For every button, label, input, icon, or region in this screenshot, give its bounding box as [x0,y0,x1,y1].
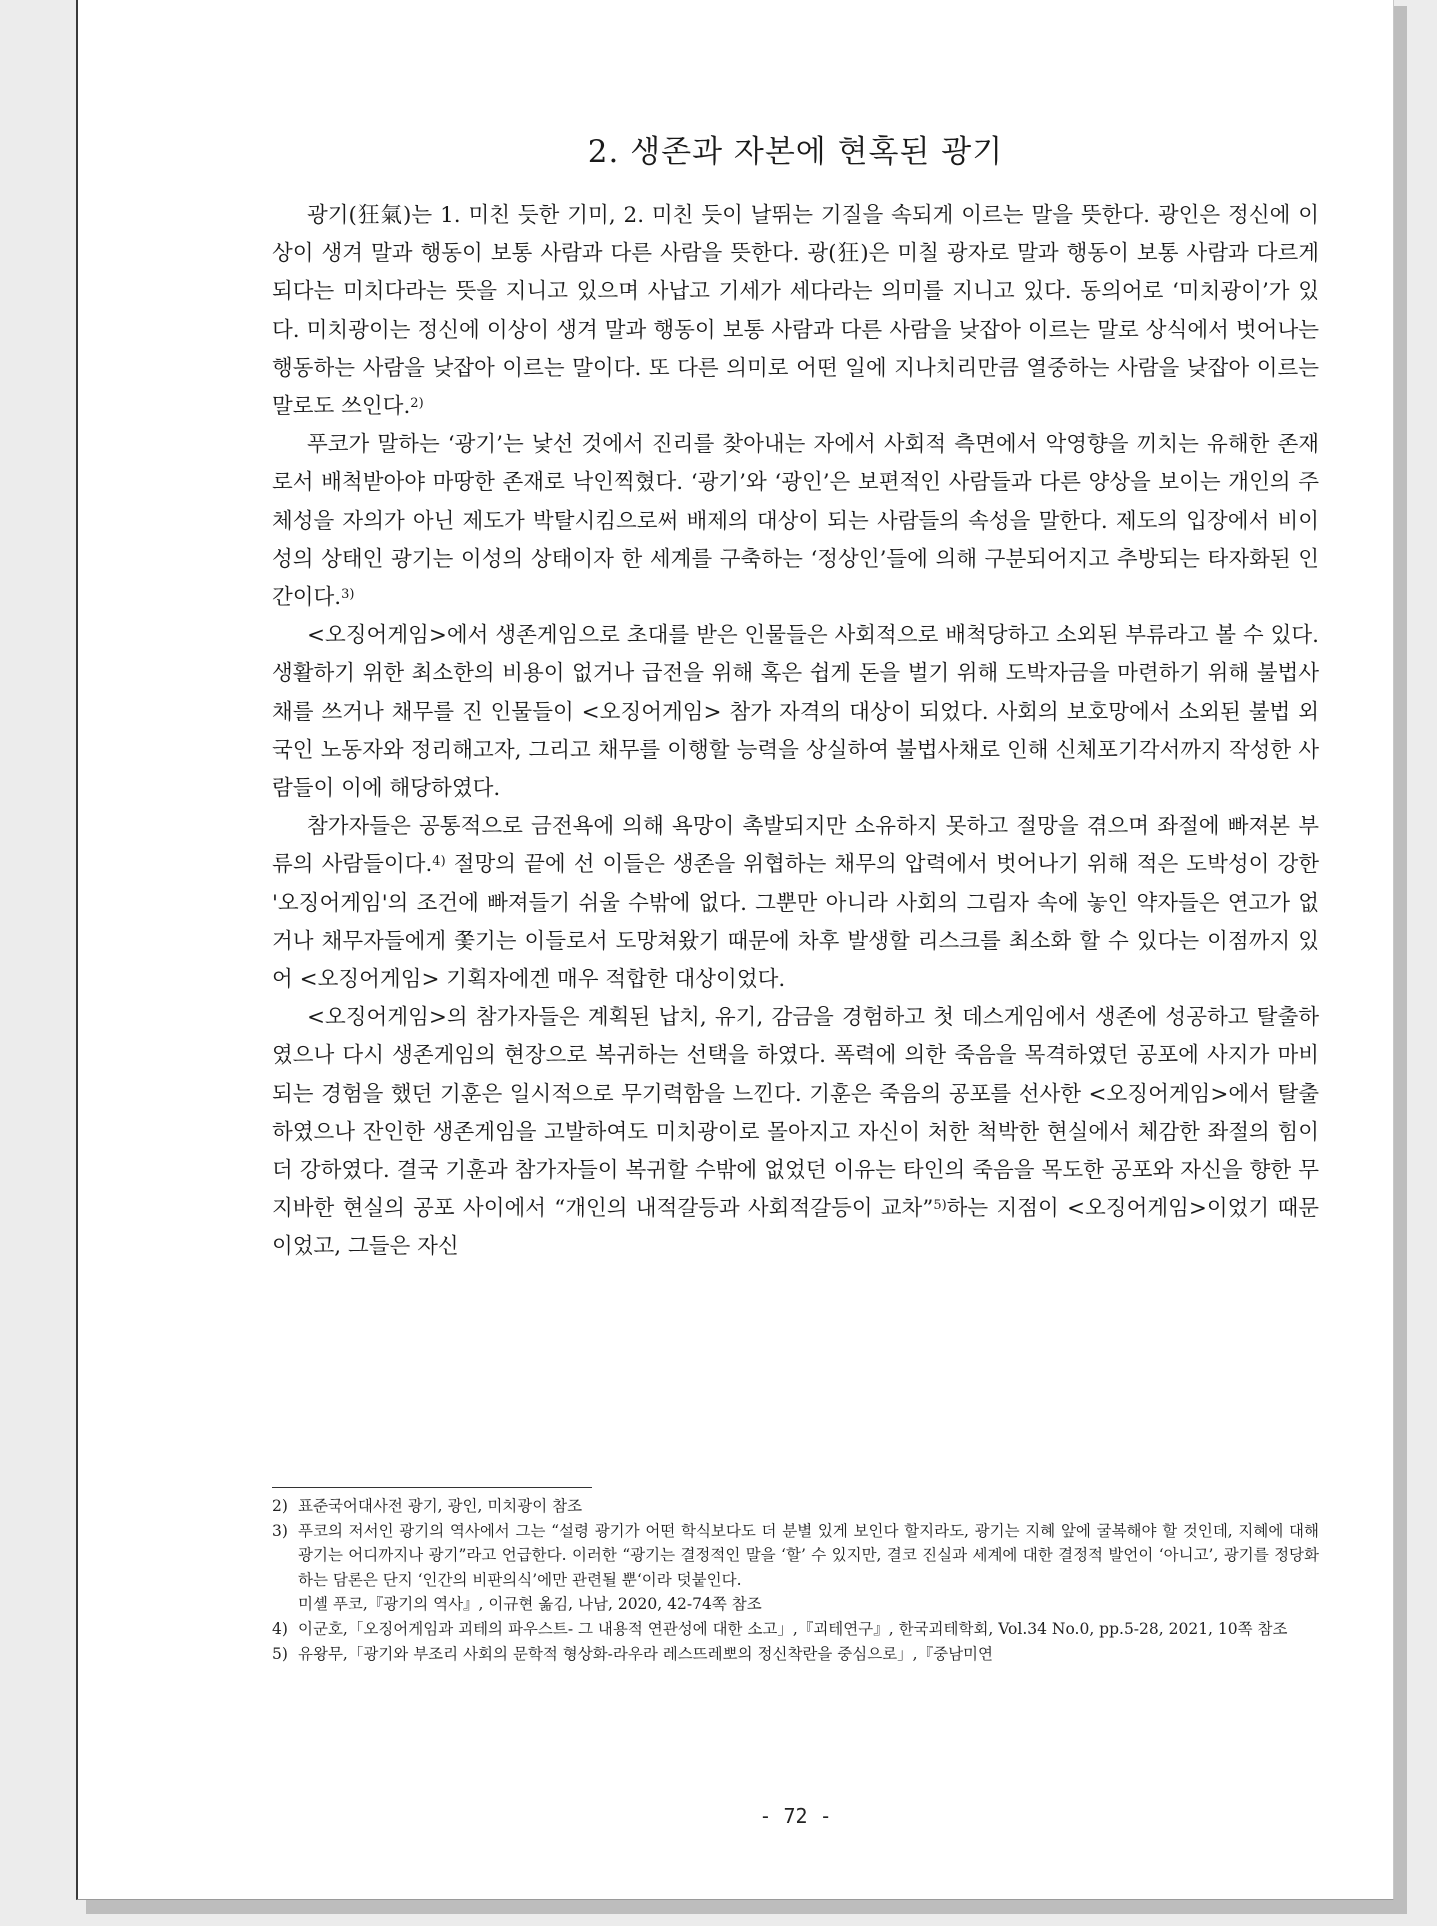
paragraph-3 [272,617,1319,808]
footnote-number: 3) [272,1521,288,1540]
page-number: - 72 - [759,1804,832,1828]
paragraph-text: <오징어게임>에서 생존게임으로 초대를 받은 인물들은 사회적으로 배척당하고 소외된 부류라고 볼 수 있다. 생활하기 위한 최소한의 비용이 없거나 급전을 위해 혹은 쉽게 돈을 벌기 위해 도박자금을 마련하기 위해 불법사채를 쓰거나 채무를 진 인물들이 <오징어게임> 참가 자격의 대상이 되었다. 사회의 보호망에서 소외된 불법 외국인 노동자와 정리해고자, 그리고 채무를 이행할 능력을 상실하여 불법사채로 인해 신체포기각서까지 작성한 사람들이 이에 해당하였다. [272,623,1319,802]
footnote-number: 2) [272,1497,288,1515]
footnote-number: 4) [272,1619,288,1638]
footnote-divider [272,1487,592,1488]
section-title: 2. 생존과 자본에 현혹된 광기 [587,134,1004,170]
footnotes [272,1494,1319,1666]
footnote-citation: 미셸 푸코,『광기의 역사』, 이규현 옮김, 나남, 2020, 42-74쪽 참조 [298,1595,762,1614]
footnote-line: 푸코의 저서인 광기의 역사에서 그는 “설령 광기가 어떤 학식보다도 더 분별 있게 보인다 할지라도, 광기는 지혜 앞에 굴복해야 할 것인데, 지혜에 대해 광기는 어디까지나 광기”라고 언급한다. 이러한 “광기는 결정적인 말을 ‘할’ 수 있지만, 결코 진실과 세계에 대한 결정적 발언이 ‘아니고’, 광기를 정당화하는 담론은 단지 ‘인간의 비판의식’에만 관련될 뿐‘이라 덧붙인다. [298,1521,1319,1589]
paragraph-text: <오징어게임>의 참가자들은 계획된 납치, 유기, 감금을 경험하고 첫 데스게임에서 생존에 성공하고 탈출하였으나 다시 생존게임의 현장으로 복귀하는 선택을 하였다. 폭력에 의한 죽음을 목격하였던 공포에 사지가 마비되는 경험을 했던 기훈은 일시적으로 무기력함을 느낀다. 기훈은 죽음의 공포를 선사한 <오징어게임>에서 탈출하였으나 잔인한 생존게임을 고발하여도 미치광이로 몰아지고 자신이 처한 척박한 현실에서 체감한 좌절의 힘이 더 강하였다. 결국 기훈과 참가자들이 복귀할 수밖에 없었던 이유는 타인의 죽음을 목도한 공포와 자신을 향한 무지바한 현실의 공포 사이에서 “개인의 내적갈등과 사회적갈등이 교차” [272,1005,1319,1222]
paragraph-5 [272,999,1319,1266]
footnote-text: 표준국어대사전 광기, 광인, 미치광이 참조 [298,1497,583,1515]
footnote-text: 유왕무,「광기와 부조리 사회의 문학적 형상화-라우라 레스뜨레뽀의 정신착란을 중심으로」,『중남미연 [298,1644,994,1663]
paragraph-text: 하는 지점이 <오징어게임>이었기 때문이었고, 그들은 자신 [272,1196,1319,1260]
paragraph-text: 광기(狂氣)는 1. 미친 듯한 기미, 2. 미친 듯이 날뛰는 기질을 속되게 이르는 말을 뜻한다. 광인은 정신에 이상이 생겨 말과 행동이 보통 사람과 다른 사람을 뜻한다. 광(狂)은 미칠 광자로 말과 행동이 보통 사람과 다르게 되다는 미치다라는 뜻을 지니고 있으며 사납고 기세가 세다라는 의미를 지니고 있다. 동의어로 ‘미치광이’가 있다. 미치광이는 정신에 이상이 생겨 말과 행동이 보통 사람과 다른 사람을 낮잡아 이르는 말로 상식에서 벗어나는 행동하는 사람을 낮잡아 이르는 말이다. 또 다른 의미로 어떤 일에 지나치리만큼 열중하는 사람을 낮잡아 이르는 말로도 쓰인다. [272,203,1319,420]
footnote-text: 이군호,「오징어게임과 괴테의 파우스트- 그 내용적 연관성에 대한 소고」,『괴테연구』, 한국괴테학회, Vol.34 No.0, pp.5-28, 2021, 10쪽 참조 [298,1619,1288,1638]
footnote-5 [272,1642,1319,1667]
paragraph-2 [272,426,1319,617]
footnote-text [298,1519,1319,1617]
footnote-ref-2[interactable]: 2) [410,396,424,412]
paragraph-text: 절망의 끝에 선 이들은 생존을 위협하는 채무의 압력에서 벗어나기 위해 적은 도박성이 강한 '오징어게임'의 조건에 빠져들기 쉬울 수밖에 없다. 그뿐만 아니라 사회의 그림자 속에 놓인 약자들은 연고가 없거나 채무자들에게 쫓기는 이들로서 도망쳐왔기 때문에 차후 발생할 리스크를 최소화 할 수 있다는 이점까지 있어 <오징어게임> 기획자에겐 매우 적합한 대상이었다. [272,852,1319,993]
footnote-4 [272,1617,1319,1642]
paragraph-text: 참가자들은 공통적으로 금전욕에 의해 욕망이 촉발되지만 소유하지 못하고 절망을 겪으며 좌절에 빠져본 부류의 사람들이다. [272,814,1319,878]
footnote-number: 5) [272,1644,288,1663]
body-text [272,197,1319,1267]
footnote-3 [272,1519,1319,1617]
footnote-ref-4[interactable]: 4) [432,854,446,870]
footnote-ref-5[interactable]: 5) [933,1198,947,1214]
footnote-2 [272,1494,1319,1519]
paragraph-4 [272,808,1319,999]
document-page [76,0,1394,1900]
footnote-ref-3[interactable]: 3) [341,587,355,603]
paragraph-text: 푸코가 말하는 ‘광기’는 낯선 것에서 진리를 찾아내는 자에서 사회적 측면에서 악영향을 끼치는 유해한 존재로서 배척받아야 마땅한 존재로 낙인찍혔다. ‘광기’와 ‘광인’은 보편적인 사람들과 다른 양상을 보이는 개인의 주체성을 자의가 아닌 제도가 박탈시킴으로써 배제의 대상이 되는 사람들의 속성을 말한다. 제도의 입장에서 비이성의 상태인 광기는 이성의 상태이자 한 세계를 구축하는 ‘정상인’들에 의해 구분되어지고 추방되는 타자화된 인간이다. [272,432,1319,611]
paragraph-1 [272,197,1319,426]
